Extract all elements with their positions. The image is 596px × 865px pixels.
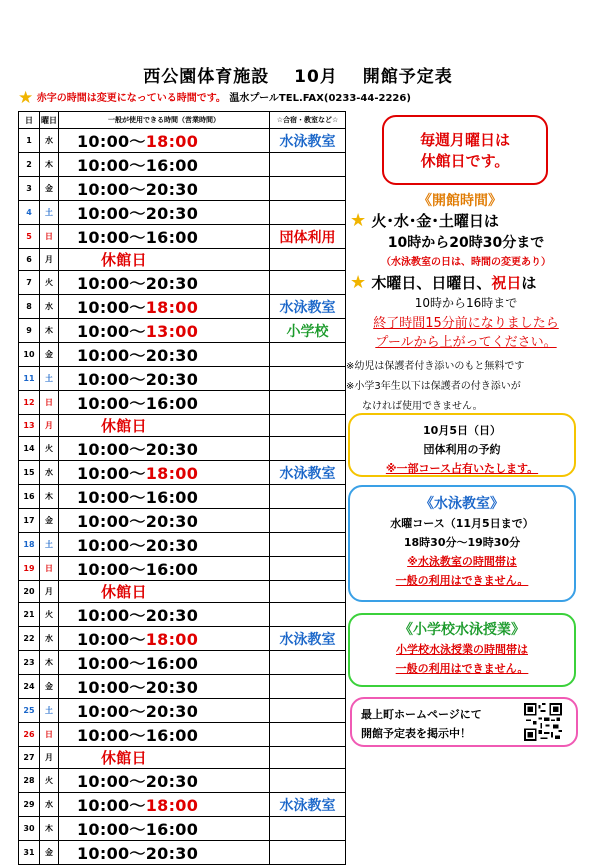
- event-cell: 水泳教室: [270, 461, 346, 485]
- time-cell: [59, 415, 270, 437]
- end-time: 20:30: [145, 346, 199, 365]
- table-row: [19, 153, 346, 177]
- table-row: [19, 485, 346, 509]
- hours-thu-sun-time: 10時から16時まで: [414, 296, 518, 310]
- end-time: 13:00: [145, 322, 199, 341]
- weekday-cell: 木: [40, 153, 59, 177]
- table-row: [19, 651, 346, 675]
- table-row: [19, 295, 346, 319]
- weekday-cell: 月: [40, 249, 59, 271]
- event-cell: [270, 557, 346, 581]
- end-time: 16:00: [145, 228, 199, 247]
- header-day: 日: [19, 112, 40, 129]
- time-cell: [59, 295, 270, 319]
- end-time: 18:00: [145, 298, 199, 317]
- event-cell: [270, 841, 346, 865]
- event-cell: [270, 817, 346, 841]
- start-time: 10:00～: [77, 180, 146, 199]
- event-cell: [270, 271, 346, 295]
- event-cell: [270, 343, 346, 367]
- day-cell: 24: [19, 675, 40, 699]
- time-cell: [59, 769, 270, 793]
- day-cell: 3: [19, 177, 40, 201]
- event-cell: 団体利用: [270, 225, 346, 249]
- time-cell: [59, 675, 270, 699]
- day-cell: 31: [19, 841, 40, 865]
- child-note-cont: なければ使用できません。: [362, 401, 483, 412]
- hours-swim-note: （水泳教室の日は、時間の変更あり）: [381, 257, 551, 268]
- day-cell: 7: [19, 271, 40, 295]
- start-time: 10:00～: [77, 726, 146, 745]
- table-row: [19, 391, 346, 415]
- event-cell: [270, 249, 346, 271]
- start-time: 10:00～: [77, 370, 146, 389]
- weekday-cell: 火: [40, 271, 59, 295]
- day-cell: 19: [19, 557, 40, 581]
- hours-title: 《開館時間》: [418, 193, 502, 209]
- header-weekday: 曜日: [40, 112, 59, 129]
- end-time: 16:00: [145, 654, 199, 673]
- event-cell: [270, 177, 346, 201]
- end-time: 20:30: [145, 274, 199, 293]
- table-row: [19, 271, 346, 295]
- day-cell: 25: [19, 699, 40, 723]
- child-note: ※小学3年生以下は保護者の付き添いが: [346, 381, 521, 392]
- end-time: 20:30: [145, 606, 199, 625]
- day-cell: 30: [19, 817, 40, 841]
- weekday-cell: 金: [40, 509, 59, 533]
- table-row: [19, 723, 346, 747]
- weekday-cell: 水: [40, 461, 59, 485]
- start-time: 10:00～: [77, 772, 146, 791]
- event-cell: [270, 699, 346, 723]
- table-row: [19, 249, 346, 271]
- event-cell: [270, 675, 346, 699]
- start-time: 10:00～: [77, 844, 146, 863]
- star-icon: ★: [18, 88, 34, 108]
- weekday-cell: 火: [40, 603, 59, 627]
- end-time: 18:00: [145, 132, 199, 151]
- time-cell: [59, 343, 270, 367]
- event-cell: 水泳教室: [270, 295, 346, 319]
- table-row: [19, 177, 346, 201]
- facility-name: 西公園体育施設: [143, 67, 270, 87]
- day-cell: 27: [19, 747, 40, 769]
- table-row: [19, 201, 346, 225]
- time-cell: [59, 201, 270, 225]
- day-cell: 29: [19, 793, 40, 817]
- start-time: 10:00～: [77, 464, 146, 483]
- event-cell: [270, 769, 346, 793]
- time-cell: [59, 817, 270, 841]
- start-time: 10:00～: [77, 536, 146, 555]
- day-cell: 1: [19, 129, 40, 153]
- table-row: [19, 509, 346, 533]
- event-cell: [270, 153, 346, 177]
- day-cell: 5: [19, 225, 40, 249]
- table-row: [19, 699, 346, 723]
- start-time: 10:00～: [77, 132, 146, 151]
- weekday-cell: 木: [40, 319, 59, 343]
- weekday-cell: 木: [40, 651, 59, 675]
- table-row: [19, 367, 346, 391]
- start-time: 10:00～: [77, 606, 146, 625]
- closed-line-2: 休館日です。: [420, 152, 510, 170]
- event-cell: [270, 747, 346, 769]
- table-header-row: [19, 112, 346, 129]
- start-time: 10:00～: [77, 512, 146, 531]
- weekday-cell: 土: [40, 533, 59, 557]
- weekday-cell: 水: [40, 627, 59, 651]
- day-cell: 2: [19, 153, 40, 177]
- day-cell: 18: [19, 533, 40, 557]
- start-time: 10:00～: [77, 560, 146, 579]
- closed-label: 休館日: [101, 417, 147, 435]
- qr-code-icon[interactable]: [524, 703, 562, 741]
- weekday-cell: 日: [40, 557, 59, 581]
- weekday-cell: 金: [40, 841, 59, 865]
- table-row: [19, 675, 346, 699]
- closed-label: 休館日: [101, 583, 147, 601]
- schedule-label: 開館予定表: [362, 67, 453, 87]
- day-cell: 23: [19, 651, 40, 675]
- start-time: 10:00～: [77, 630, 146, 649]
- time-cell: [59, 747, 270, 769]
- start-time: 10:00～: [77, 702, 146, 721]
- website-box: 最上町ホームページにて 開館予定表を掲示中！: [350, 697, 578, 747]
- day-cell: 22: [19, 627, 40, 651]
- hours-weekdays-time: 10時から20時30分まで: [387, 235, 545, 251]
- event-cell: [270, 723, 346, 747]
- closed-day-box: [382, 115, 548, 185]
- end-time: 16:00: [145, 820, 199, 839]
- red-time-note: 赤字の時間は変更になっている時間です。: [36, 93, 226, 104]
- weekday-cell: 水: [40, 129, 59, 153]
- start-time: 10:00～: [77, 394, 146, 413]
- start-time: 10:00～: [77, 156, 146, 175]
- header-event: ☆合宿・教室など☆: [270, 112, 346, 129]
- weekday-cell: 月: [40, 415, 59, 437]
- weekday-cell: 木: [40, 817, 59, 841]
- page-title: [0, 62, 596, 87]
- closed-label: 休館日: [101, 251, 147, 269]
- contact-info: 温水プールTEL.FAX(0233-44-2226): [229, 93, 411, 104]
- start-time: 10:00～: [77, 488, 146, 507]
- table-row: [19, 415, 346, 437]
- weekday-cell: 土: [40, 699, 59, 723]
- start-time: 10:00～: [77, 322, 146, 341]
- table-row: [19, 627, 346, 651]
- end-time: 16:00: [145, 726, 199, 745]
- day-cell: 21: [19, 603, 40, 627]
- end-time: 20:30: [145, 844, 199, 863]
- weekday-cell: 金: [40, 675, 59, 699]
- time-cell: [59, 367, 270, 391]
- weekday-cell: 金: [40, 177, 59, 201]
- start-time: 10:00～: [77, 654, 146, 673]
- exit-warning: 終了時間15分前になりましたら プールから上がってください。: [373, 316, 559, 350]
- table-row: [19, 437, 346, 461]
- infant-note: ※幼児は保護者付き添いのもと無料です: [346, 361, 525, 372]
- event-cell: [270, 485, 346, 509]
- time-cell: [59, 437, 270, 461]
- time-cell: [59, 627, 270, 651]
- time-cell: [59, 603, 270, 627]
- end-time: 20:30: [145, 678, 199, 697]
- time-cell: [59, 391, 270, 415]
- end-time: 18:00: [145, 464, 199, 483]
- hours-weekdays: ★ 火･水･金･土曜日は: [350, 210, 499, 231]
- end-time: 16:00: [145, 488, 199, 507]
- start-time: 10:00～: [77, 440, 146, 459]
- time-cell: [59, 177, 270, 201]
- hours-thu-sun: ★ 木曜日、日曜日、祝日は: [350, 272, 537, 293]
- end-time: 20:30: [145, 204, 199, 223]
- weekday-cell: 火: [40, 437, 59, 461]
- end-time: 20:30: [145, 370, 199, 389]
- event-cell: [270, 509, 346, 533]
- time-cell: [59, 249, 270, 271]
- time-cell: [59, 793, 270, 817]
- start-time: 10:00～: [77, 796, 146, 815]
- table-row: [19, 557, 346, 581]
- day-cell: 10: [19, 343, 40, 367]
- day-cell: 4: [19, 201, 40, 225]
- day-cell: 16: [19, 485, 40, 509]
- star-icon: ★: [350, 272, 367, 293]
- day-cell: 20: [19, 581, 40, 603]
- table-row: [19, 817, 346, 841]
- time-cell: [59, 699, 270, 723]
- weekday-cell: 日: [40, 391, 59, 415]
- end-time: 20:30: [145, 536, 199, 555]
- month-label: 10月: [294, 67, 338, 87]
- event-cell: 小学校: [270, 319, 346, 343]
- end-time: 20:30: [145, 440, 199, 459]
- time-cell: [59, 533, 270, 557]
- start-time: 10:00～: [77, 678, 146, 697]
- day-cell: 9: [19, 319, 40, 343]
- day-cell: 13: [19, 415, 40, 437]
- time-cell: [59, 723, 270, 747]
- event-cell: 水泳教室: [270, 793, 346, 817]
- closed-line-1: 毎週月曜日は: [419, 131, 510, 149]
- time-cell: [59, 225, 270, 249]
- swim-class-title: 《水泳教室》: [420, 496, 504, 512]
- event-cell: [270, 533, 346, 557]
- event-cell: [270, 367, 346, 391]
- time-cell: [59, 557, 270, 581]
- start-time: 10:00～: [77, 820, 146, 839]
- weekday-cell: 金: [40, 343, 59, 367]
- start-time: 10:00～: [77, 204, 146, 223]
- end-time: 20:30: [145, 512, 199, 531]
- weekday-cell: 木: [40, 485, 59, 509]
- schedule-table: [18, 111, 346, 865]
- time-cell: [59, 651, 270, 675]
- event-cell: [270, 603, 346, 627]
- time-cell: [59, 841, 270, 865]
- event-cell: 水泳教室: [270, 627, 346, 651]
- end-time: 16:00: [145, 156, 199, 175]
- weekday-cell: 日: [40, 723, 59, 747]
- end-time: 20:30: [145, 180, 199, 199]
- day-cell: 26: [19, 723, 40, 747]
- weekday-cell: 水: [40, 295, 59, 319]
- day-cell: 17: [19, 509, 40, 533]
- day-cell: 12: [19, 391, 40, 415]
- day-cell: 8: [19, 295, 40, 319]
- end-time: 20:30: [145, 702, 199, 721]
- day-cell: 6: [19, 249, 40, 271]
- weekday-cell: 日: [40, 225, 59, 249]
- time-cell: [59, 271, 270, 295]
- closed-label: 休館日: [101, 749, 147, 767]
- weekday-cell: 月: [40, 747, 59, 769]
- school-swim-box: 《小学校水泳授業》 小学校水泳授業の時間帯は 一般の利用はできません。: [348, 613, 576, 687]
- day-cell: 14: [19, 437, 40, 461]
- event-cell: [270, 437, 346, 461]
- table-row: [19, 581, 346, 603]
- table-row: [19, 319, 346, 343]
- weekday-cell: 火: [40, 769, 59, 793]
- legend-note: [18, 88, 588, 108]
- time-cell: [59, 129, 270, 153]
- swim-class-box: 《水泳教室》 水曜コース（11月5日まで） 18時30分～19時30分 ※水泳教室の時間帯は 一般の利用はできません。: [348, 485, 576, 602]
- day-cell: 15: [19, 461, 40, 485]
- table-row: [19, 769, 346, 793]
- weekday-cell: 土: [40, 367, 59, 391]
- start-time: 10:00～: [77, 228, 146, 247]
- star-icon: ★: [350, 210, 367, 231]
- weekday-cell: 月: [40, 581, 59, 603]
- time-cell: [59, 461, 270, 485]
- time-cell: [59, 153, 270, 177]
- event-cell: [270, 581, 346, 603]
- header-time: 一般が使用できる時間（営業時間）: [59, 112, 270, 129]
- event-cell: [270, 651, 346, 675]
- table-row: [19, 841, 346, 865]
- weekday-cell: 土: [40, 201, 59, 225]
- time-cell: [59, 485, 270, 509]
- end-time: 16:00: [145, 394, 199, 413]
- weekday-cell: 水: [40, 793, 59, 817]
- table-row: [19, 343, 346, 367]
- table-row: [19, 225, 346, 249]
- group-use-box: 10月5日（日） 団体利用の予約 ※一部コース占有いたします。: [348, 413, 576, 477]
- event-cell: [270, 391, 346, 415]
- time-cell: [59, 509, 270, 533]
- table-row: [19, 533, 346, 557]
- school-swim-title: 《小学校水泳授業》: [399, 622, 525, 638]
- table-row: [19, 747, 346, 769]
- time-cell: [59, 319, 270, 343]
- event-cell: 水泳教室: [270, 129, 346, 153]
- end-time: 20:30: [145, 772, 199, 791]
- start-time: 10:00～: [77, 346, 146, 365]
- table-row: [19, 793, 346, 817]
- table-row: [19, 603, 346, 627]
- table-row: [19, 129, 346, 153]
- end-time: 16:00: [145, 560, 199, 579]
- start-time: 10:00～: [77, 274, 146, 293]
- table-row: [19, 461, 346, 485]
- day-cell: 11: [19, 367, 40, 391]
- end-time: 18:00: [145, 630, 199, 649]
- day-cell: 28: [19, 769, 40, 793]
- event-cell: [270, 415, 346, 437]
- end-time: 18:00: [145, 796, 199, 815]
- start-time: 10:00～: [77, 298, 146, 317]
- event-cell: [270, 201, 346, 225]
- time-cell: [59, 581, 270, 603]
